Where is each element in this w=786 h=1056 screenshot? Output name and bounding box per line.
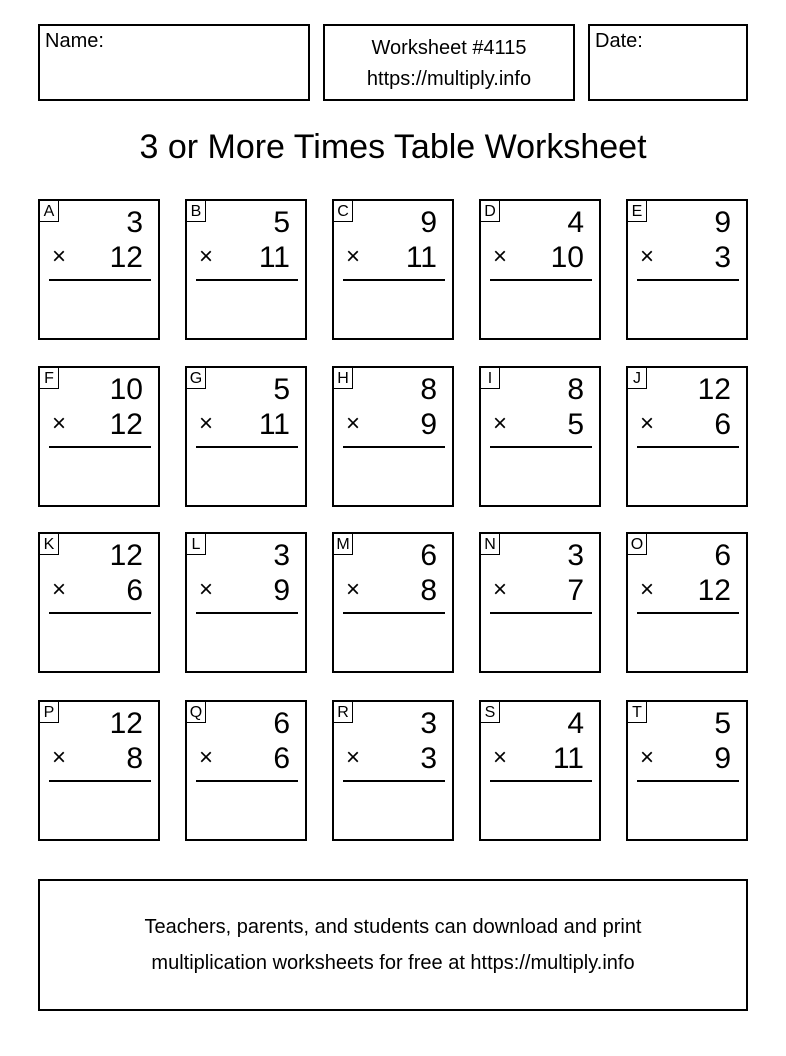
times-sign: × [493,243,508,270]
answer-line [490,279,592,281]
times-sign: × [346,576,361,603]
multiplier: 9 [273,574,290,607]
problem-letter: R [334,702,353,723]
answer-line [196,612,298,614]
multiplicand: 3 [273,539,290,572]
problem-card [185,366,307,507]
answer-line [49,279,151,281]
answer-line [490,612,592,614]
multiplicand: 4 [567,707,584,740]
problem-card [38,532,160,673]
answer-line [196,446,298,448]
name-field[interactable] [38,24,310,101]
multiplicand: 6 [714,539,731,572]
times-sign: × [346,243,361,270]
multiplicand: 3 [420,707,437,740]
multiplicand: 3 [567,539,584,572]
answer-line [49,446,151,448]
answer-line [637,446,739,448]
answer-line [637,780,739,782]
page-title: 3 or More Times Table Worksheet [139,128,647,166]
worksheet-url: https://multiply.info [366,68,532,90]
times-sign: × [346,410,361,437]
multiplicand: 6 [420,539,437,572]
problem-letter: L [187,534,206,555]
name-label: Name: [45,30,104,52]
multiplier: 11 [258,241,290,274]
problem-card [185,532,307,673]
problem-letter: E [628,201,647,222]
problem-card [626,366,748,507]
multiplicand: 5 [273,373,290,406]
problem-letter: K [40,534,59,555]
multiplier: 12 [109,408,143,441]
times-sign: × [199,576,214,603]
problem-card [332,199,454,340]
problem-letter: M [334,534,353,555]
multiplicand: 8 [420,373,437,406]
problem-card [479,199,601,340]
times-sign: × [640,744,655,771]
problem-card [332,532,454,673]
problem-card [479,366,601,507]
answer-line [196,780,298,782]
times-sign: × [52,410,67,437]
problem-letter: Q [187,702,206,723]
times-sign: × [493,744,508,771]
answer-line [343,780,445,782]
multiplier: 11 [405,241,437,274]
problem-card [332,366,454,507]
times-sign: × [199,243,214,270]
times-sign: × [640,243,655,270]
problem-letter: N [481,534,500,555]
problem-letter: J [628,368,647,389]
multiplier: 6 [273,742,290,775]
multiplicand: 12 [109,707,143,740]
times-sign: × [199,744,214,771]
multiplier: 3 [714,241,731,274]
problem-letter: P [40,702,59,723]
problem-card [38,199,160,340]
multiplier: 5 [567,408,584,441]
multiplier: 9 [420,408,437,441]
multiplicand: 9 [714,206,731,239]
answer-line [49,780,151,782]
problem-letter: A [40,201,59,222]
times-sign: × [52,243,67,270]
answer-line [343,279,445,281]
problem-card [626,199,748,340]
multiplicand: 5 [714,707,731,740]
answer-line [196,279,298,281]
answer-line [49,612,151,614]
multiplier: 11 [258,408,290,441]
problem-letter: S [481,702,500,723]
problem-letter: G [187,368,206,389]
multiplier: 9 [714,742,731,775]
problem-card [479,532,601,673]
multiplier: 7 [567,574,584,607]
problem-letter: H [334,368,353,389]
times-sign: × [346,744,361,771]
times-sign: × [493,576,508,603]
times-sign: × [493,410,508,437]
multiplicand: 6 [273,707,290,740]
multiplicand: 4 [567,206,584,239]
problem-letter: F [40,368,59,389]
problem-card [185,199,307,340]
problem-letter: I [481,368,500,389]
multiplier: 6 [126,574,143,607]
answer-line [637,279,739,281]
footer-box [38,879,748,1011]
times-sign: × [52,576,67,603]
multiplicand: 10 [109,373,143,406]
multiplicand: 8 [567,373,584,406]
multiplicand: 5 [273,206,290,239]
multiplicand: 3 [126,206,143,239]
problem-card [626,700,748,841]
multiplicand: 12 [109,539,143,572]
problem-letter: B [187,201,206,222]
worksheet-info-box [323,24,575,101]
multiplier: 3 [420,742,437,775]
times-sign: × [52,744,67,771]
answer-line [343,612,445,614]
answer-line [490,446,592,448]
problem-letter: C [334,201,353,222]
footer-text-line-1: Teachers, parents, and students can download and print [144,916,642,938]
problem-card [479,700,601,841]
multiplicand: 9 [420,206,437,239]
times-sign: × [640,576,655,603]
date-field[interactable] [588,24,748,101]
problem-card [185,700,307,841]
problem-card [38,366,160,507]
multiplier: 12 [109,241,143,274]
multiplier: 10 [550,241,584,274]
times-sign: × [640,410,655,437]
date-label: Date: [595,30,643,52]
answer-line [637,612,739,614]
multiplicand: 12 [697,373,731,406]
footer-text-line-2: multiplication worksheets for free at https://multiply.info [151,952,635,974]
problem-card [38,700,160,841]
answer-line [490,780,592,782]
problem-card [626,532,748,673]
multiplier: 8 [126,742,143,775]
problem-letter: T [628,702,647,723]
problem-card [332,700,454,841]
times-sign: × [199,410,214,437]
multiplier: 8 [420,574,437,607]
multiplier: 11 [552,742,584,775]
problem-letter: O [628,534,647,555]
answer-line [343,446,445,448]
worksheet-number: Worksheet #4115 [371,37,527,59]
problem-letter: D [481,201,500,222]
multiplier: 6 [714,408,731,441]
multiplier: 12 [697,574,731,607]
